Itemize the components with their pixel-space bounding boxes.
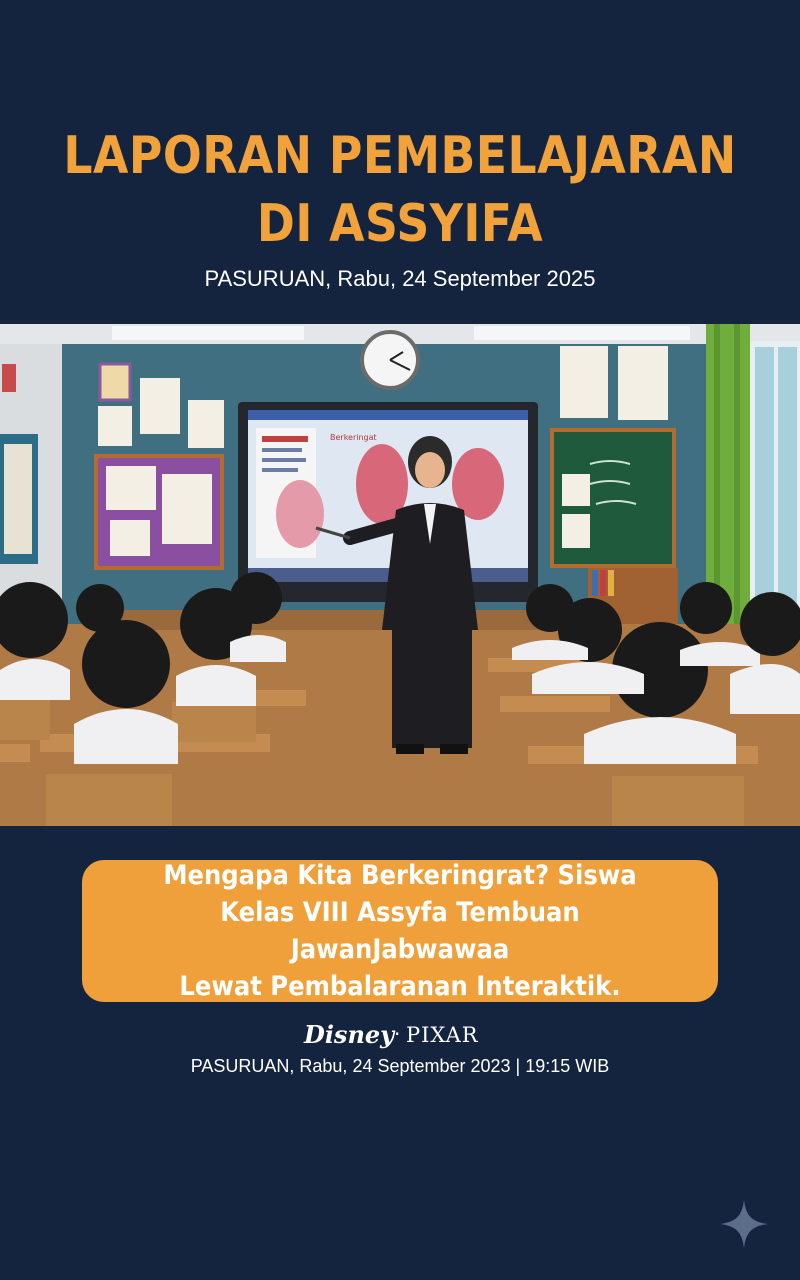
slide-heading: Berkeringat — [330, 433, 377, 442]
desk — [500, 696, 610, 712]
skin-diagram — [276, 480, 324, 548]
title-line-2: DI ASSYIFA — [256, 194, 544, 254]
chair — [0, 700, 50, 740]
page-title — [48, 122, 752, 258]
poster — [560, 346, 608, 418]
poster — [618, 346, 668, 420]
headline-line-1: Mengapa Kita Berkeringrat? Siswa — [163, 860, 637, 891]
chair — [612, 776, 744, 826]
pixar-wordmark: PIXAR — [406, 1023, 479, 1047]
headline-line-2: Kelas VIII Assyfa Tembuan JawanJabwawaa — [220, 897, 580, 965]
disney-wordmark: Disney — [304, 1020, 395, 1049]
poster — [140, 378, 180, 434]
headline-line-3: Lewat Pembalaranan Interaktik. — [179, 971, 621, 1002]
classroom-illustration — [0, 324, 800, 826]
student — [76, 584, 124, 632]
poster — [188, 400, 224, 448]
sparkle-icon — [718, 1198, 770, 1250]
chair — [46, 774, 172, 826]
ceiling-light-right — [474, 326, 690, 340]
desk — [0, 744, 30, 762]
chair — [172, 702, 256, 742]
poster — [98, 406, 132, 446]
headline-callout — [82, 860, 718, 1002]
header-date: PASURUAN, Rabu, 24 September 2025 — [204, 266, 596, 291]
title-line-1: LAPORAN PEMBELAJARAN — [63, 126, 737, 186]
footer-date: PASURUAN, Rabu, 24 September 2023 | 19:15 WIB — [190, 1056, 610, 1076]
poster — [100, 364, 130, 400]
disney-pixar-logo — [0, 1016, 800, 1050]
ceiling-light-left — [112, 326, 304, 340]
brand-separator: · — [394, 1022, 401, 1046]
headline-text — [114, 857, 686, 1005]
student — [0, 582, 70, 700]
